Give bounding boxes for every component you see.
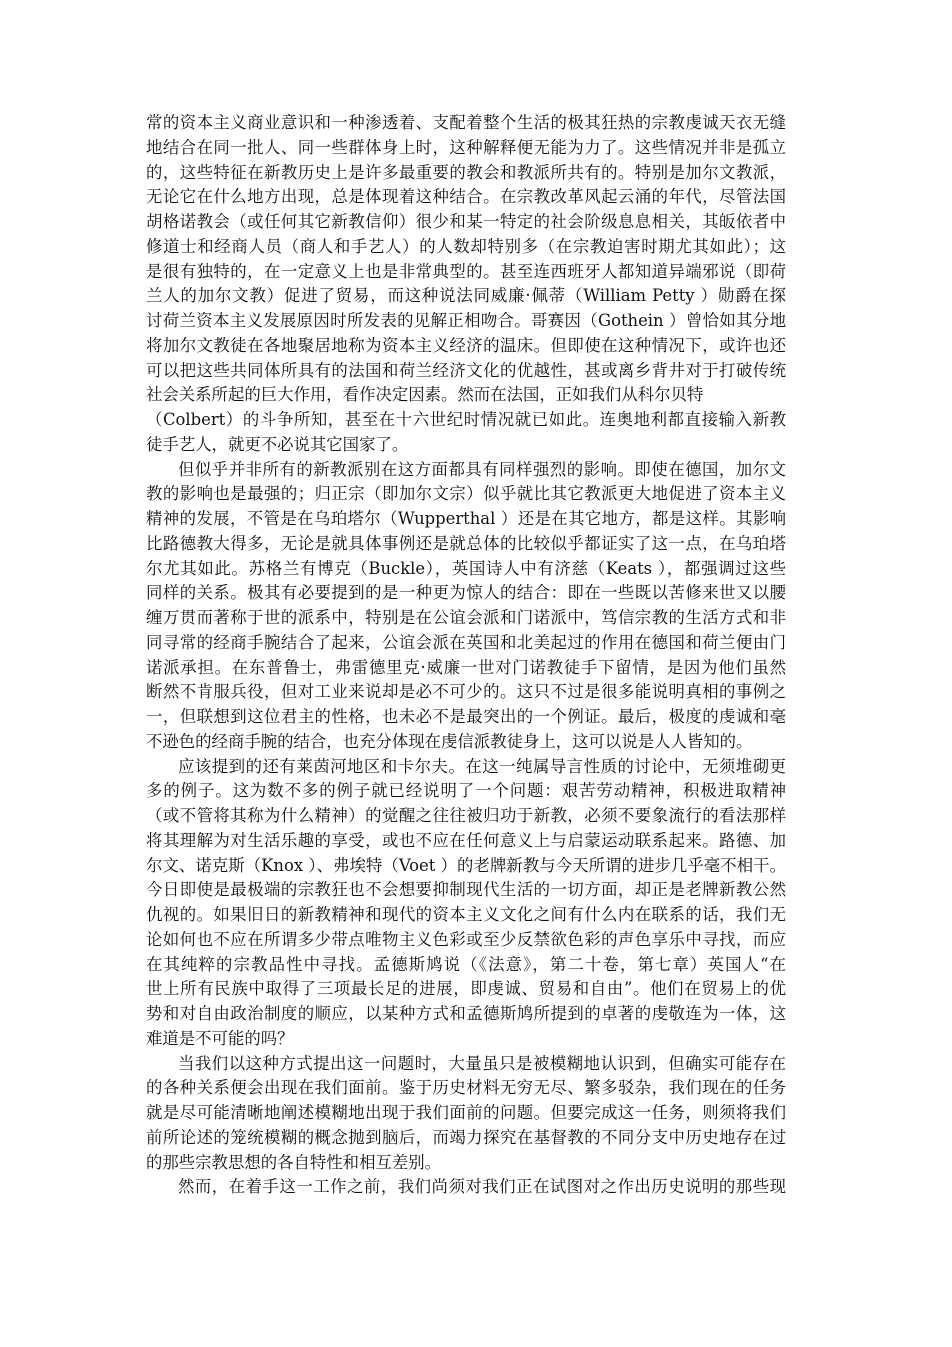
text-line: 同寻常的经商手腕结合了起来，公谊会派在英国和北美起过的作用在德国和荷兰便由门 [146, 632, 786, 652]
text-line: 兰人的加尔文教）促进了贸易，而这种说法同威廉·佩蒂（William Petty ）勋爵在探 [146, 286, 786, 306]
text-line: 的那些宗教思想的各自特性和相互差别。 [146, 1152, 442, 1172]
text-line: 尔文、诺克斯（Knox ）、弗埃特（Voet ）的老牌新教与今天所谓的进步几乎毫不相干。 [146, 855, 786, 875]
text-line: 不逊色的经商手腕的结合，也充分体现在虔信派教徒身上，这可以说是人人皆知的。 [146, 731, 753, 751]
text-line: 论如何也不应在所谓多少带点唯物主义色彩或至少反禁欲色彩的声色享乐中寻找，而应 [146, 929, 786, 949]
text-line: 当我们以这种方式提出这一问题时，大量虽只是被模糊地认识到，但确实可能存在 [178, 1053, 786, 1073]
text-line: 将加尔文教徒在各地聚居地称为资本主义经济的温床。但即使在这种情况下，或许也还 [146, 335, 786, 355]
paragraph [146, 755, 786, 1052]
text-line: 多的例子。这为数不多的例子就已经说明了一个问题：艰苦劳动精神，积极进取精神 [146, 781, 786, 801]
text-line: 讨荷兰资本主义发展原因时所发表的见解正相吻合。哥赛因（Gothein ）曾恰如其分地 [146, 311, 786, 330]
text-line: 前所论述的笼统模糊的概念抛到脑后，而竭力探究在基督教的不同分支中历史地存在过 [146, 1127, 786, 1147]
text-line: （Colbert）的斗争所知，甚至在十六世纪时情况就已如此。连奥地利都直接输入新教 [146, 410, 786, 429]
body-text [146, 111, 786, 1200]
text-line: 比路德教大得多，无论是就具体事例还是就总体的比较似乎都证实了这一点，在乌珀塔 [146, 533, 786, 553]
text-line: 常的资本主义商业意识和一种渗透着、支配着整个生活的极其狂热的宗教虔诚天衣无缝 [146, 113, 786, 132]
text-line: 无论它在什么地方出现，总是体现着这种结合。在宗教改革风起云涌的年代，尽管法国 [146, 187, 786, 207]
text-line: 仇视的。如果旧日的新教精神和现代的资本主义文化之间有什么内在联系的话，我们无 [146, 905, 786, 924]
text-line: 今日即使是最极端的宗教狂也不会想要抑制现代生活的一切方面，却正是老牌新教公然 [146, 880, 786, 900]
text-line: 社会关系所起的巨大作用，看作决定因素。然而在法国，正如我们从科尔贝特 [146, 385, 704, 405]
text-line: 的各种关系便会出现在我们面前。鉴于历史材料无穷无尽、繁多驳杂，我们现在的任务 [146, 1078, 786, 1098]
text-line: 将其理解为对生活乐趣的享受，或也不应在任何意义上与启蒙运动联系起来。路德、加 [146, 830, 786, 850]
text-line: 修道士和经商人员（商人和手艺人）的人数却特别多（在宗教迫害时期尤其如此）；这 [146, 236, 786, 256]
paragraph [146, 111, 786, 458]
text-line: 难道是不可能的吗？ [146, 1028, 294, 1048]
text-line: 精神的发展，不管是在乌珀塔尔（Wupperthal ）还是在其它地方，都是这样。其影响 [146, 509, 786, 528]
text-line: 徒手艺人，就更不必说其它国家了。 [146, 434, 409, 454]
text-line: 是很有独特的，在一定意义上也是非常典型的。甚至连西班牙人都知道异端邪说（即荷 [146, 261, 786, 281]
text-line: 缠万贯而著称于世的派系中，特别是在公谊会派和门诺派中，笃信宗教的生活方式和非 [146, 608, 786, 627]
text-line: 尔尤其如此。苏格兰有博克（Buckle），英国诗人中有济慈（Keats ），都强调过这些 [146, 558, 786, 578]
text-line: （或不管将其称为什么精神）的觉醒之往往被归功于新教，必须不要象流行的看法那样 [146, 806, 786, 825]
text-line: 应该提到的还有莱茵河地区和卡尔夫。在这一纯属导言性质的讨论中，无须堆砌更 [178, 756, 786, 776]
text-line: 胡格诺教会（或任何其它新教信仰）很少和某一特定的社会阶级息息相关，其皈依者中 [146, 212, 786, 231]
paragraph [146, 1052, 786, 1176]
text-line: 在其纯粹的宗教品性中寻找。孟德斯鸠说（《法意》，第二十卷，第七章）英国人“在 [146, 954, 786, 974]
text-line: 一，但联想到这位君主的性格，也未必不是最突出的一个例证。最后，极度的虔诚和毫 [146, 707, 786, 726]
text-line: 势和对自由政治制度的顺应，以某种方式和孟德斯鸠所提到的卓著的虔敬连为一体，这 [146, 1004, 786, 1023]
text-line: 断然不肯服兵役，但对工业来说却是必不可少的。这只不过是很多能说明真相的事例之 [146, 682, 786, 702]
text-line: 然而，在着手这一工作之前，我们尚须对我们正在试图对之作出历史说明的那些现 [178, 1177, 786, 1197]
text-line: 的，这些特征在新教历史上是许多最重要的教会和教派所共有的。特别是加尔文教派， [146, 162, 786, 182]
paragraph [146, 458, 786, 755]
text-line: 教的影响也是最强的；归正宗（即加尔文宗）似乎就比其它教派更大地促进了资本主义 [146, 484, 786, 504]
text-line: 可以把这些共同体所具有的法国和荷兰经济文化的优越性，甚或离乡背井对于打破传统 [146, 360, 786, 380]
text-line: 世上所有民族中取得了三项最长足的进展，即虔诚、贸易和自由”。他们在贸易上的优 [146, 979, 786, 999]
text-line: 同样的关系。极其有必要提到的是一种更为惊人的结合：即在一些既以苦修来世又以腰 [146, 583, 786, 603]
text-line: 就是尽可能清晰地阐述模糊地出现于我们面前的问题。但要完成这一任务，则须将我们 [146, 1103, 786, 1122]
text-line: 但似乎并非所有的新教派别在这方面都具有同样强烈的影响。即使在德国，加尔文 [178, 459, 786, 479]
text-line: 诺派承担。在东普鲁士，弗雷德里克·威廉一世对门诺教徒手下留情，是因为他们虽然 [146, 657, 786, 677]
paragraph [146, 1175, 786, 1200]
text-line: 地结合在同一批人、同一些群体身上时，这种解释便无能为力了。这些情况并非是孤立 [146, 137, 786, 157]
